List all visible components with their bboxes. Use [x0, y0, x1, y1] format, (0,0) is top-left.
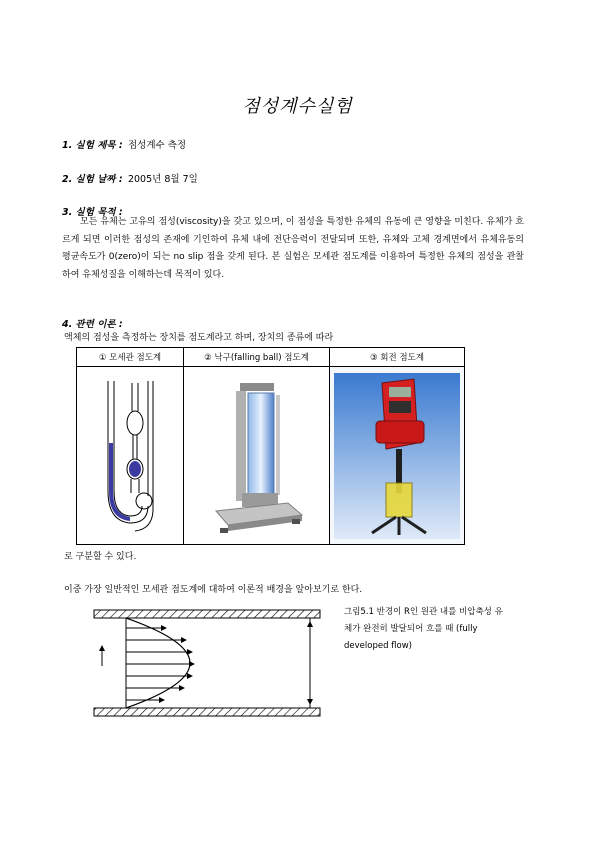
- viscometer-header-1: ① 모세관 점도계: [77, 348, 184, 367]
- section-3-body: 모든 유체는 고유의 점성(viscosity)을 갖고 있으며, 이 점성을 특정한 유체의 유동에 큰 영향을 미친다. 유체가 흐르게 되면 이러한 점성의 존재에 기인하여 유체 내에 전단응력이 전달되며 또한, 유체와 고체 경계면에서 유체유동의 평균속도가 0(zero)이 되는 no slip 점을 갖게 된다. 본 실험은 모세관 점도계를 이용하여 특정한 유체의 점성을 관찰하여 유체성질을 이해하는데 목적이 있다.: [62, 217, 524, 280]
- viscometer-header-3: ③ 회전 점도계: [330, 348, 465, 367]
- section-2: [62, 171, 198, 185]
- section-1: [62, 137, 186, 151]
- capillary-viscometer-cell: [77, 367, 184, 545]
- section-4-intro: 액체의 점성을 측정하는 장치를 점도계라고 하며, 장치의 종류에 따라: [64, 333, 334, 343]
- section-2-label: 2. 실험 날짜 :: [62, 174, 123, 185]
- section-4-label: 4. 관련 이론 :: [62, 319, 123, 330]
- rotational-viscometer-image: [332, 371, 462, 541]
- velocity-profile: [126, 618, 190, 708]
- section-4-after-table: 로 구분할 수 있다.: [64, 552, 137, 562]
- section-2-value: 2005년 8월 7일: [127, 174, 198, 185]
- pipe-wall-top: [94, 610, 320, 618]
- figure-caption: 그림5.1 반경이 R인 원관 내를 비압축성 유체가 완전히 발달되어 흐를 때 (fully developed flow): [344, 607, 503, 651]
- rotational-viscometer-cell: [330, 367, 465, 545]
- flow-profile-diagram: [64, 604, 334, 724]
- page-title: 점성계수실험: [242, 96, 353, 117]
- section-1-value: 점성계수 측정: [127, 140, 187, 151]
- section-4-next: 이중 가장 일반적인 모세관 점도계에 대하여 이론적 배경을 알아보기로 한다.: [64, 585, 363, 595]
- viscometer-header-2: ② 낙구(falling ball) 점도계: [184, 348, 330, 367]
- section-1-label: 1. 실험 제목 :: [62, 140, 123, 151]
- capillary-viscometer-image: [90, 371, 170, 541]
- falling-ball-viscometer-cell: [184, 367, 330, 545]
- section-3-label: 3. 실험 목적 :: [62, 207, 123, 218]
- viscometer-table: [76, 347, 465, 545]
- pipe-wall-bottom: [94, 708, 320, 716]
- falling-ball-viscometer-image: [202, 373, 312, 538]
